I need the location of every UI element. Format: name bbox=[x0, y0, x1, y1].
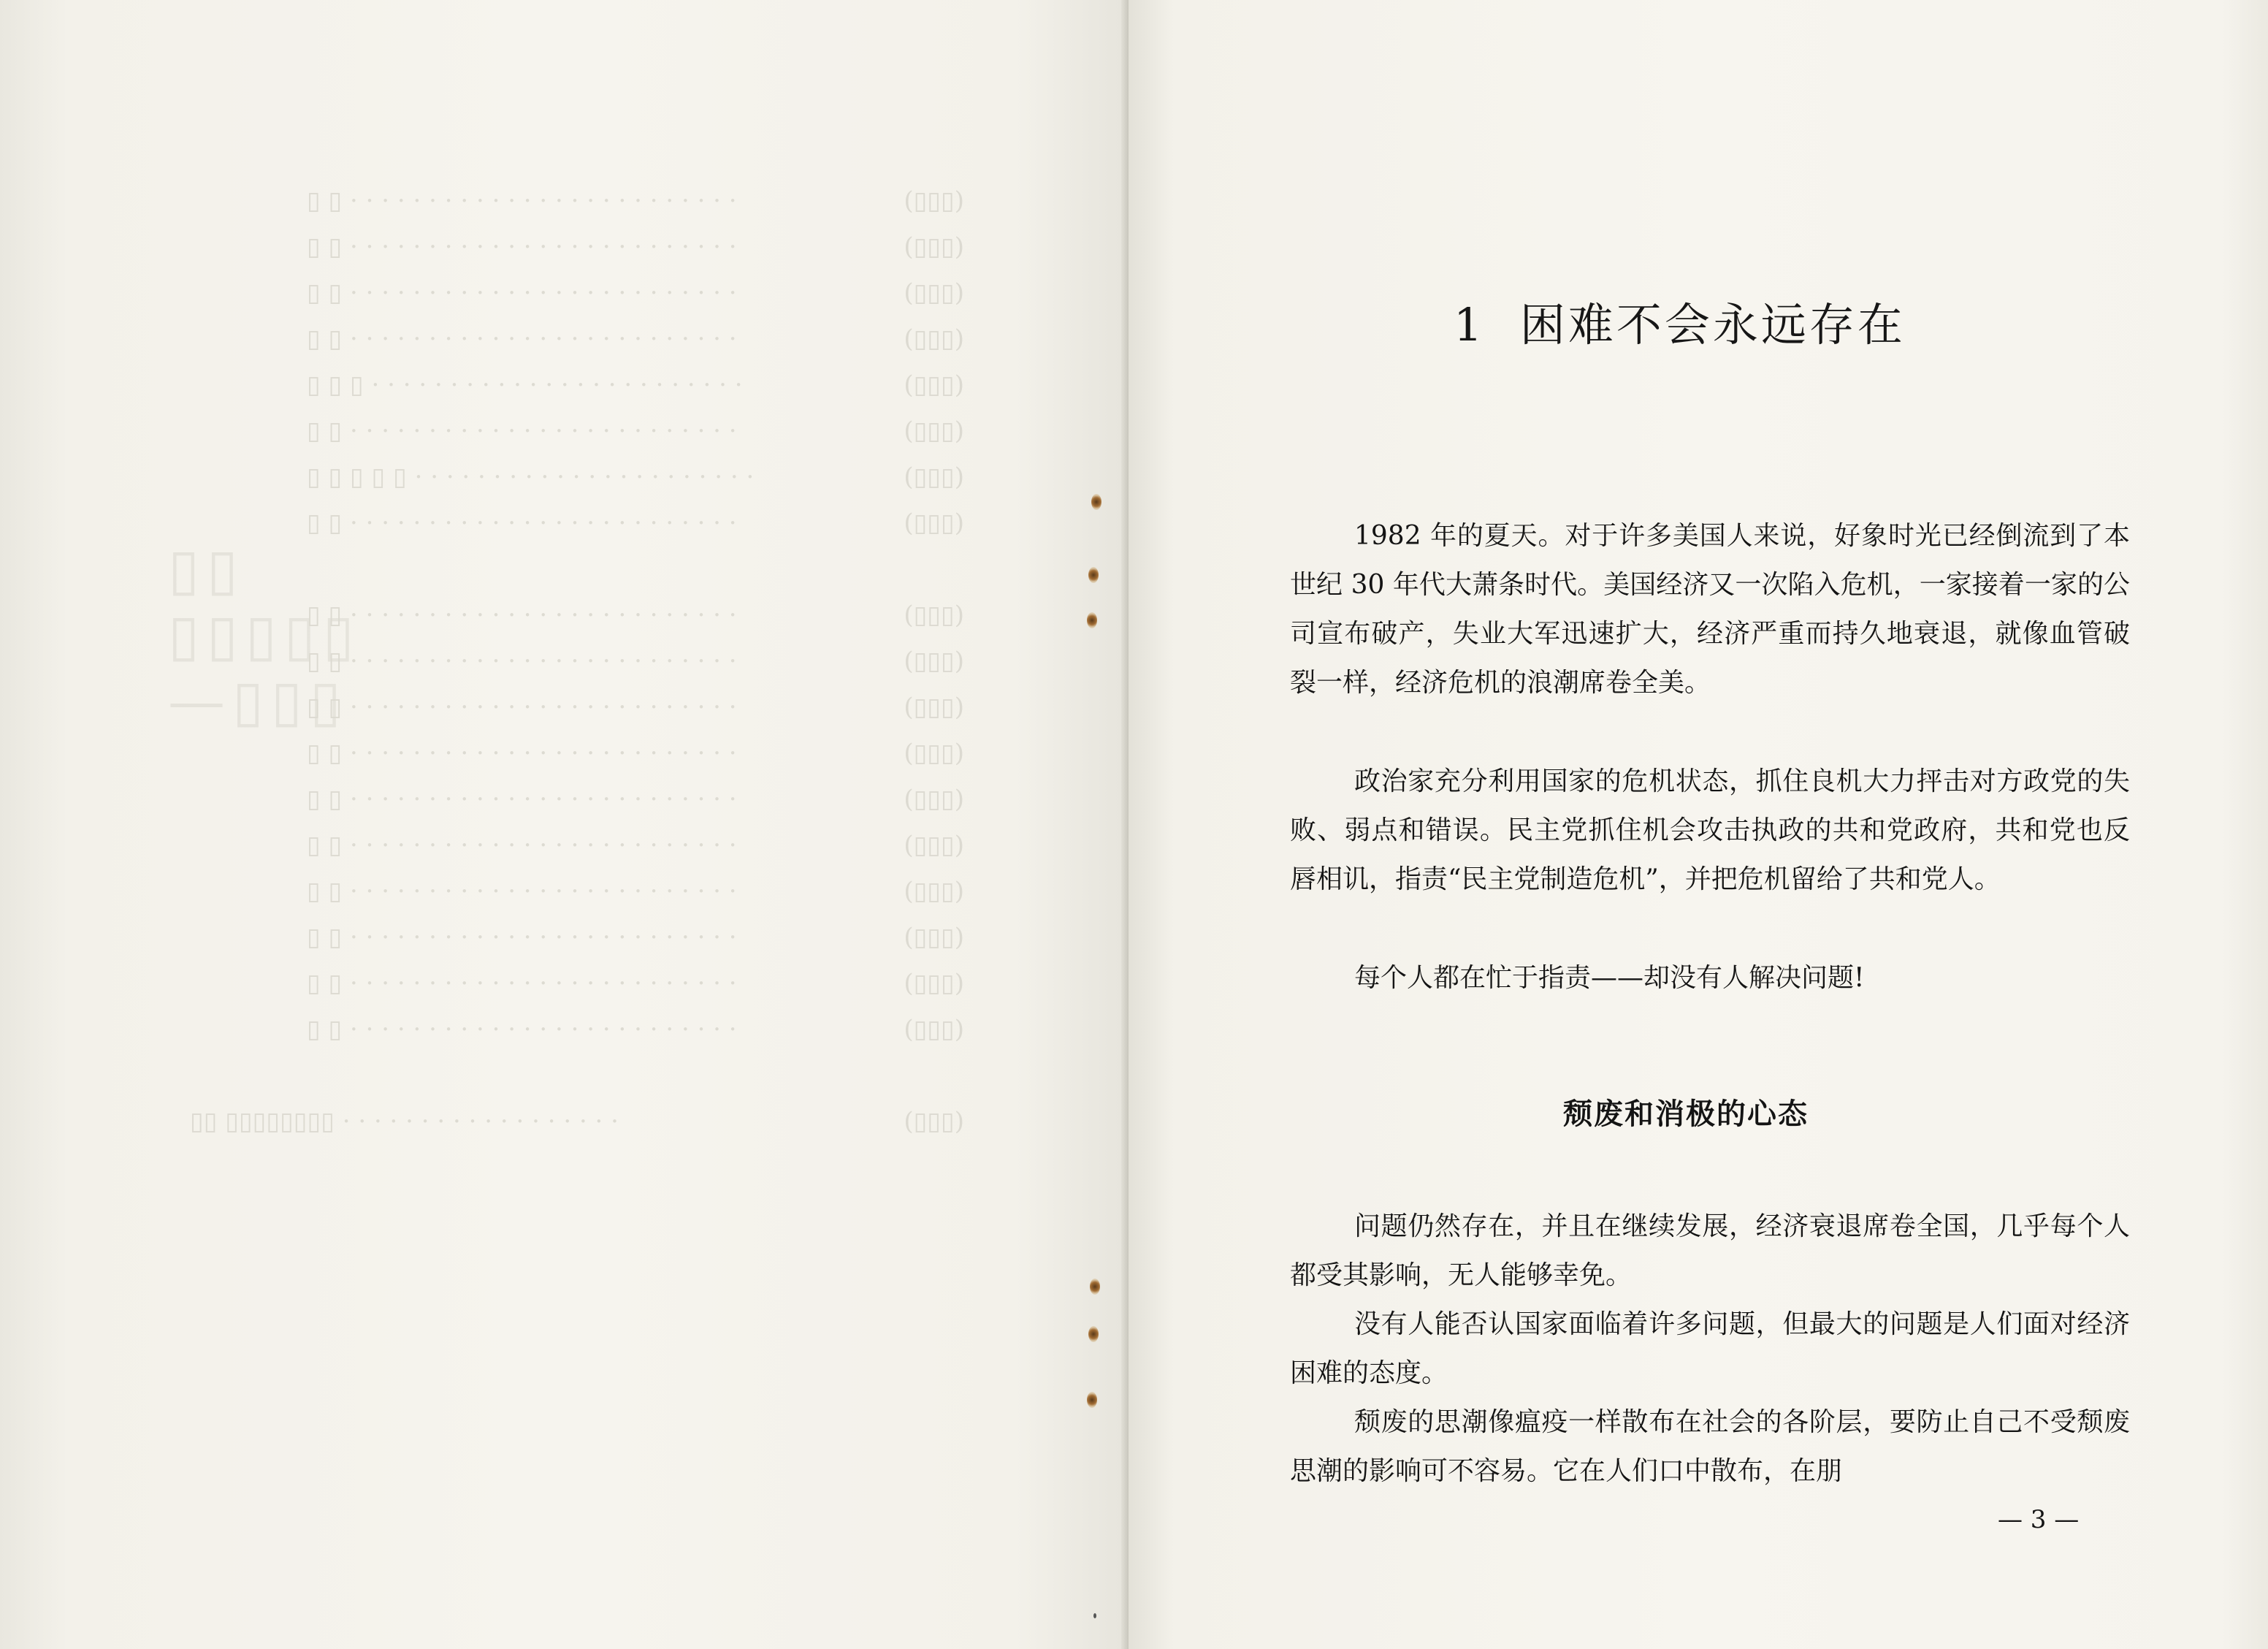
ghost-row: ▯ ▯ · · · · · · · · · · · · · · · · · · · · · · · · · (▯▯▯) bbox=[307, 739, 964, 768]
ghost-row: ▯ ▯ · · · · · · · · · · · · · · · · · · · · · · · · · (▯▯▯) bbox=[307, 601, 964, 630]
paragraph: 1982 年的夏天。对于许多美国人来说，好象时光已经倒流到了本世纪 30 年代大萧条时代。美国经济又一次陷入危机，一家接着一家的公司宣布破产，失业大军迅速扩大，经济严重而持久地衰退，就像血管破裂一样，经济危机的浪潮席卷全美。 bbox=[1290, 521, 2130, 698]
ghost-row: ▯ ▯ · · · · · · · · · · · · · · · · · · · · · · · · · (▯▯▯) bbox=[307, 647, 964, 676]
paragraph: 问题仍然存在，并且在继续发展，经济衰退席卷全国，几乎每个人都受其影响，无人能够幸免。 bbox=[1290, 1211, 2130, 1290]
staple-hole bbox=[1087, 612, 1097, 628]
ghost-row: ▯▯ ▯▯▯▯▯▯▯▯ · · · · · · · · · · · · · · · · · · (▯▯▯) bbox=[190, 1107, 964, 1136]
ghost-row: ▯ ▯ · · · · · · · · · · · · · · · · · · · · · · · · · (▯▯▯) bbox=[307, 831, 964, 860]
staple-hole bbox=[1091, 494, 1101, 510]
ghost-row: ▯ ▯ · · · · · · · · · · · · · · · · · · · · · · · · · (▯▯▯) bbox=[307, 416, 964, 446]
ghost-row: ▯ ▯ · · · · · · · · · · · · · · · · · · · · · · · · · (▯▯▯) bbox=[307, 1015, 964, 1044]
ghost-row: ▯ ▯ · · · · · · · · · · · · · · · · · · · · · · · · · (▯▯▯) bbox=[307, 324, 964, 354]
chapter-title-text: 困难不会永远存在 bbox=[1519, 298, 1906, 351]
ghost-row: ▯ ▯ · · · · · · · · · · · · · · · · · · · · · · · · · (▯▯▯) bbox=[307, 877, 964, 906]
ghost-row: ▯ ▯ · · · · · · · · · · · · · · · · · · · · · · · · · (▯▯▯) bbox=[307, 785, 964, 814]
ghost-row: ▯ ▯ ▯ · · · · · · · · · · · · · · · · · · · · · · · · (▯▯▯) bbox=[307, 370, 964, 400]
staple-hole bbox=[1090, 1279, 1100, 1295]
staple-hole bbox=[1088, 567, 1099, 583]
staple-hole bbox=[1088, 1326, 1099, 1342]
staple-hole bbox=[1087, 1392, 1097, 1408]
ghost-row: ▯ ▯ · · · · · · · · · · · · · · · · · · · · · · · · · (▯▯▯) bbox=[307, 923, 964, 952]
paper-speck bbox=[1093, 1613, 1096, 1618]
paragraph: 颓废的思潮像瘟疫一样散布在社会的各阶层，要防止自己不受颓废思潮的影响可不容易。它在人们口中散布，在朋 bbox=[1290, 1407, 2130, 1486]
ghost-heading: ▯▯ ▯▯▯▯▯—▯▯▯ bbox=[168, 537, 362, 734]
ghost-row: ▯ ▯ · · · · · · · · · · · · · · · · · · · · · · · · · (▯▯▯) bbox=[307, 186, 964, 216]
chapter-number: 1 bbox=[1454, 298, 1486, 351]
section-heading: 颓废和消极的心态 bbox=[1563, 1097, 1809, 1131]
left-page bbox=[0, 0, 1129, 1649]
page-number: — 3 — bbox=[1998, 1505, 2080, 1534]
ghost-row: ▯ ▯ · · · · · · · · · · · · · · · · · · · · · · · · · (▯▯▯) bbox=[307, 969, 964, 998]
ghost-row: ▯ ▯ · · · · · · · · · · · · · · · · · · · · · · · · · (▯▯▯) bbox=[307, 278, 964, 308]
chapter-title bbox=[1454, 289, 1906, 354]
paragraph: 政治家充分利用国家的危机状态，抓住良机大力抨击对方政党的失败、弱点和错误。民主党抓住机会攻击执政的共和党政府，共和党也反唇相讥，指责“民主党制造危机”，并把危机留给了共和党人。 bbox=[1290, 766, 2130, 894]
ghost-row: ▯ ▯ · · · · · · · · · · · · · · · · · · · · · · · · · (▯▯▯) bbox=[307, 509, 964, 538]
paragraph: 没有人能否认国家面临着许多问题，但最大的问题是人们面对经济困难的态度。 bbox=[1290, 1309, 2130, 1388]
ghost-row: ▯ ▯ · · · · · · · · · · · · · · · · · · · · · · · · · (▯▯▯) bbox=[307, 693, 964, 722]
paragraph: 每个人都在忙于指责——却没有人解决问题! bbox=[1354, 963, 1865, 993]
ghost-row: ▯ ▯ · · · · · · · · · · · · · · · · · · · · · · · · · (▯▯▯) bbox=[307, 232, 964, 262]
ghost-row: ▯ ▯ ▯ ▯ ▯ · · · · · · · · · · · · · · · · · · · · · · (▯▯▯) bbox=[307, 462, 964, 492]
